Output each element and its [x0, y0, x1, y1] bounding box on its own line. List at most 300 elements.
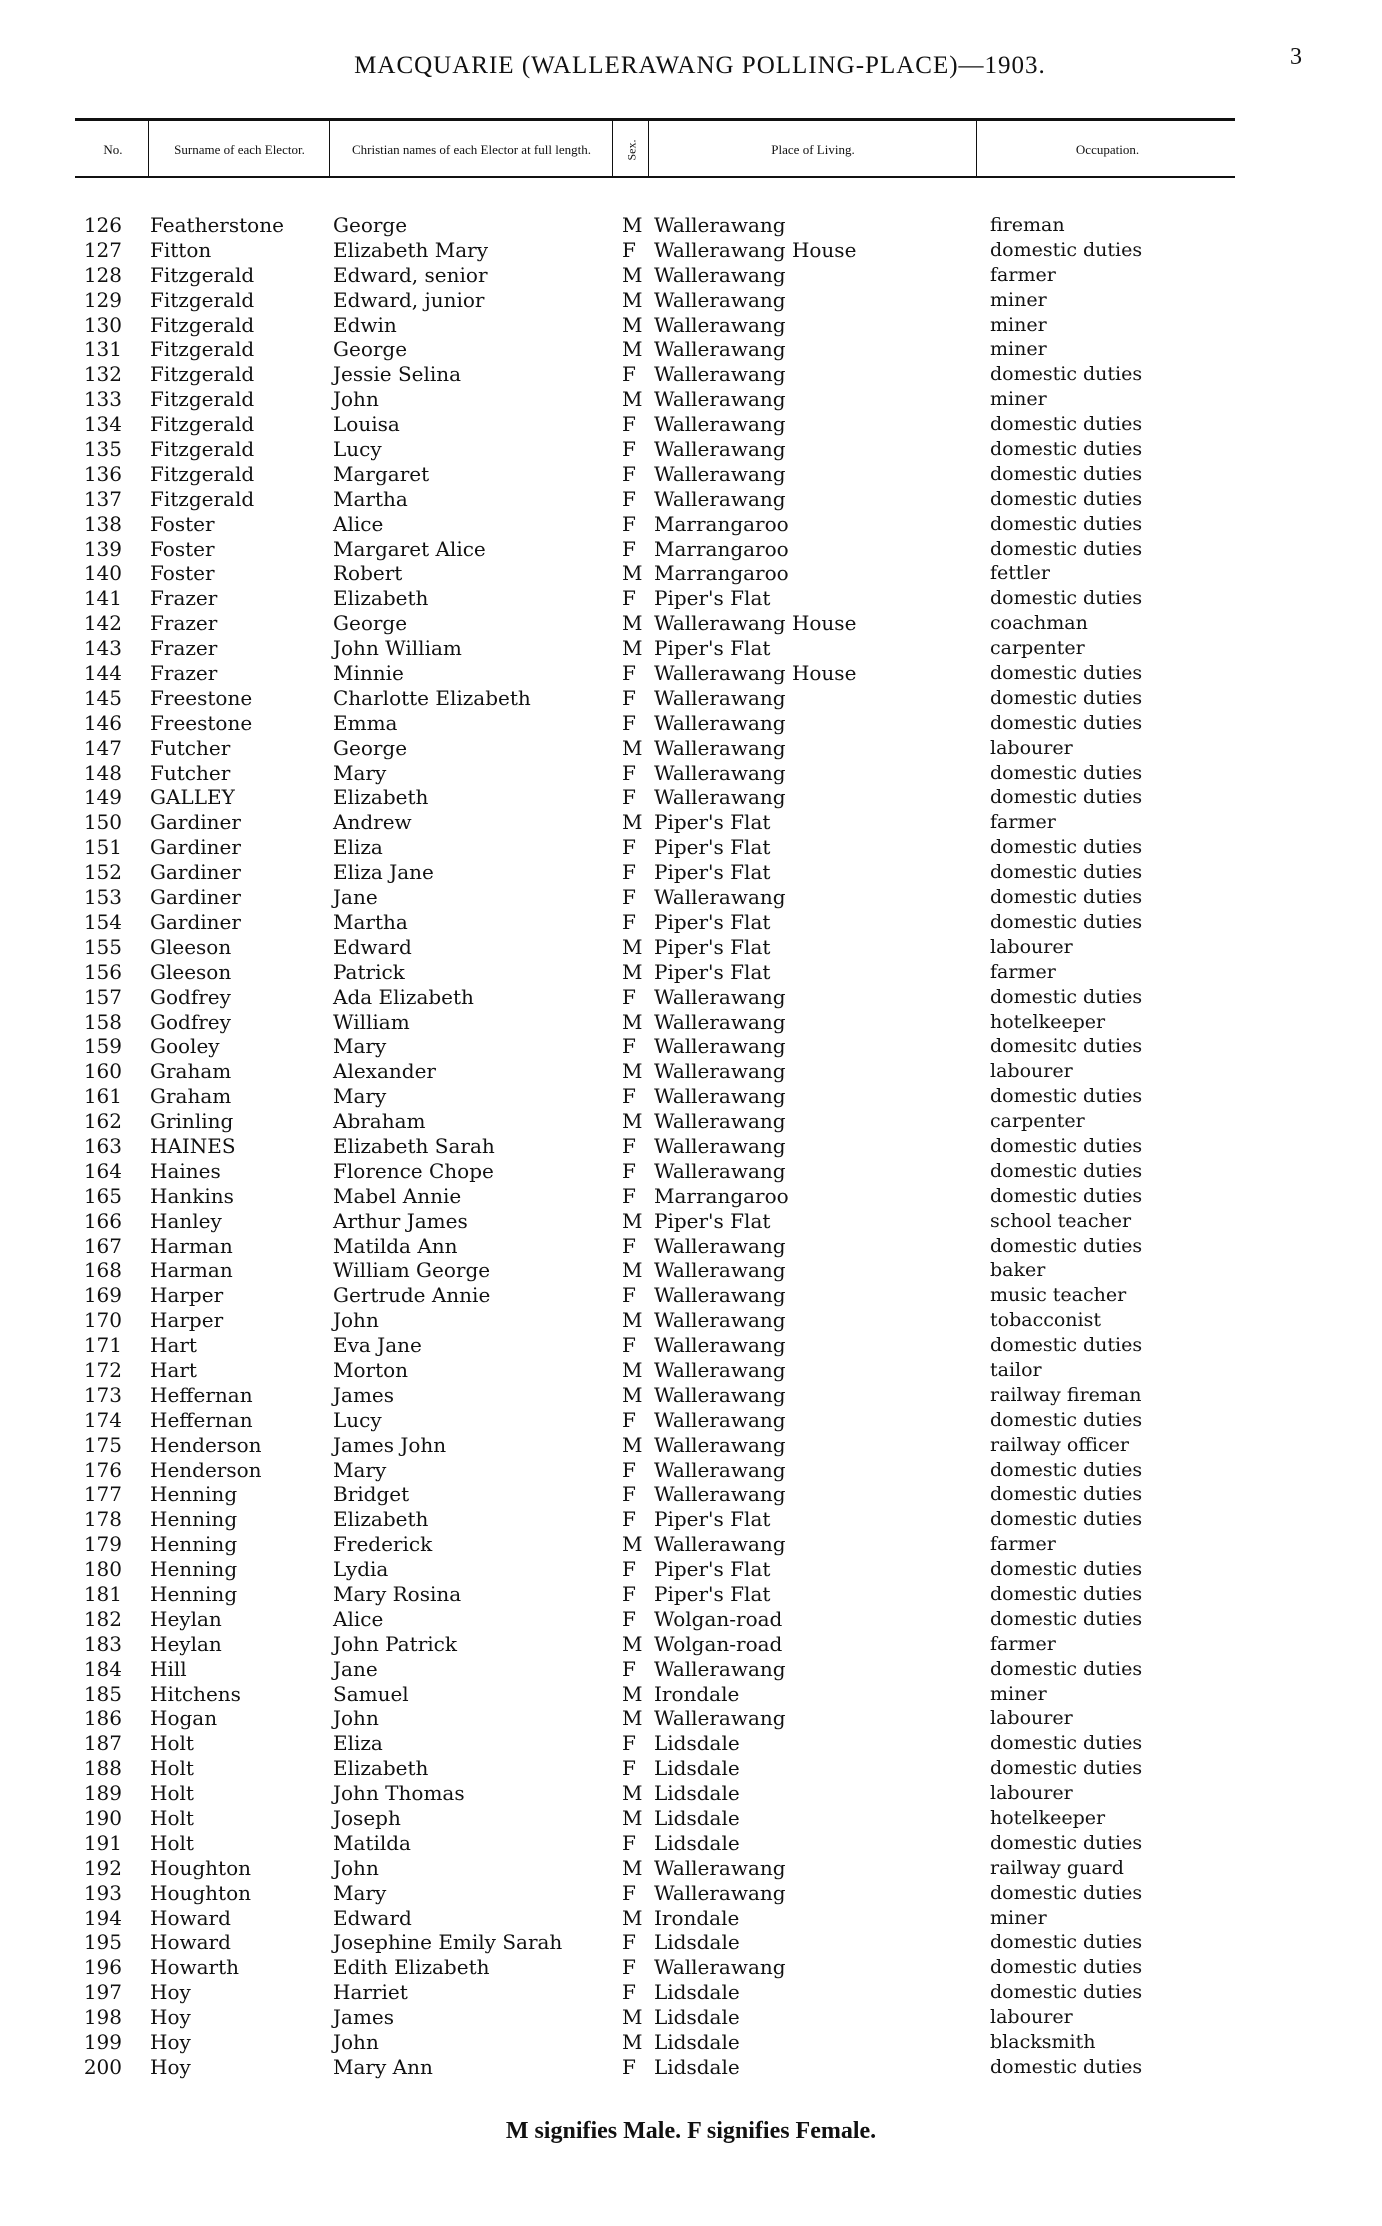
elector-surname: Foster [150, 561, 215, 586]
table-row [0, 1682, 1382, 1707]
elector-occupation: domestic duties [990, 1582, 1143, 1605]
elector-sex: F [622, 909, 636, 934]
elector-occupation: carpenter [990, 637, 1085, 660]
elector-surname: Fitzgerald [150, 287, 255, 312]
elector-place-of-living: Wallerawang [654, 1034, 786, 1059]
elector-occupation: domestic duties [990, 1831, 1143, 1854]
elector-christian-names: Elizabeth Sarah [333, 1133, 495, 1158]
elector-surname: Futcher [150, 760, 231, 785]
elector-surname: Hoy [150, 2005, 191, 2030]
elector-number: 163 [83, 1133, 122, 1158]
elector-number: 146 [83, 710, 122, 735]
elector-number: 175 [83, 1432, 122, 1457]
elector-occupation: domestic duties [990, 662, 1143, 685]
elector-number: 171 [83, 1333, 122, 1358]
elector-number: 157 [83, 984, 122, 1009]
table-row [0, 736, 1382, 761]
elector-sex: M [622, 1357, 643, 1382]
elector-sex: M [622, 735, 643, 760]
elector-occupation: domestic duties [990, 438, 1143, 461]
elector-surname: Graham [150, 1084, 232, 1109]
elector-surname: GALLEY [150, 785, 235, 810]
elector-christian-names: Minnie [333, 661, 404, 686]
elector-surname: Fitzgerald [150, 437, 255, 462]
elector-occupation: tailor [990, 1358, 1042, 1381]
elector-place-of-living: Wallerawang [654, 1133, 786, 1158]
elector-place-of-living: Wallerawang [654, 984, 786, 1009]
elector-number: 161 [83, 1084, 122, 1109]
elector-sex: F [622, 1731, 636, 1756]
elector-surname: Gooley [150, 1034, 220, 1059]
elector-occupation: railway officer [990, 1433, 1129, 1456]
elector-sex: M [622, 262, 643, 287]
elector-christian-names: John [333, 387, 379, 412]
elector-sex: F [622, 437, 636, 462]
elector-number: 169 [83, 1283, 122, 1308]
elector-sex: F [622, 486, 636, 511]
table-row [0, 1283, 1382, 1308]
elector-number: 129 [83, 287, 122, 312]
elector-surname: Heylan [150, 1606, 222, 1631]
elector-sex: M [622, 611, 643, 636]
elector-place-of-living: Piper's Flat [654, 810, 771, 835]
elector-christian-names: Bridget [333, 1482, 410, 1507]
elector-christian-names: Martha [333, 909, 408, 934]
column-divider [612, 120, 613, 178]
elector-place-of-living: Wallerawang [654, 1283, 786, 1308]
elector-sex: M [622, 287, 643, 312]
elector-sex: F [622, 362, 636, 387]
elector-place-of-living: Wallerawang [654, 312, 786, 337]
elector-sex: F [622, 1557, 636, 1582]
elector-christian-names: Lucy [333, 1407, 382, 1432]
table-row [0, 1557, 1382, 1582]
elector-occupation: domestic duties [990, 1334, 1143, 1357]
elector-surname: Featherstone [150, 213, 284, 237]
elector-occupation: miner [990, 388, 1047, 411]
table-row [0, 985, 1382, 1010]
elector-christian-names: James [333, 2005, 395, 2030]
elector-sex: F [622, 1507, 636, 1532]
table-row [0, 935, 1382, 960]
elector-sex: F [622, 461, 636, 486]
elector-place-of-living: Wallerawang [654, 1109, 786, 1134]
page-number: 3 [1290, 44, 1302, 70]
elector-surname: Gardiner [150, 885, 241, 910]
table-row [0, 1433, 1382, 1458]
elector-place-of-living: Wallerawang [654, 785, 786, 810]
elector-occupation: domestic duties [990, 1408, 1143, 1431]
table-row [0, 337, 1382, 362]
elector-surname: Henning [150, 1482, 238, 1507]
table-row [0, 263, 1382, 288]
elector-number: 166 [83, 1208, 122, 1233]
elector-sex: F [622, 1656, 636, 1681]
elector-christian-names: Alice [333, 511, 384, 536]
elector-surname: Houghton [150, 1855, 252, 1880]
elector-occupation: labourer [990, 736, 1073, 759]
elector-christian-names: Ada Elizabeth [333, 984, 474, 1009]
elector-sex: M [622, 213, 643, 237]
elector-number: 198 [83, 2005, 122, 2030]
table-row [0, 810, 1382, 835]
elector-number: 189 [83, 1781, 122, 1806]
elector-christian-names: Eva Jane [333, 1333, 422, 1358]
elector-surname: Frazer [150, 611, 218, 636]
table-row [0, 487, 1382, 512]
elector-surname: Futcher [150, 735, 231, 760]
table-row [0, 1333, 1382, 1358]
elector-sex: M [622, 561, 643, 586]
table-row [0, 1930, 1382, 1955]
table-row [0, 1657, 1382, 1682]
elector-christian-names: Eliza [333, 835, 383, 860]
elector-place-of-living: Wolgan-road [654, 1631, 783, 1656]
elector-christian-names: Florence Chope [333, 1158, 494, 1183]
elector-sex: M [622, 1681, 643, 1706]
elector-sex: M [622, 387, 643, 412]
elector-number: 170 [83, 1308, 122, 1333]
elector-occupation: hotelkeeper [990, 1807, 1106, 1829]
elector-occupation: domestic duties [990, 1931, 1143, 1954]
elector-christian-names: Eliza Jane [333, 860, 434, 885]
elector-place-of-living: Piper's Flat [654, 1581, 771, 1606]
elector-occupation: labourer [990, 2006, 1073, 2029]
elector-number: 135 [83, 437, 122, 462]
elector-sex: M [622, 1059, 643, 1084]
elector-christian-names: Jessie Selina [333, 362, 462, 387]
table-row [0, 412, 1382, 437]
elector-place-of-living: Piper's Flat [654, 1557, 771, 1582]
table-row [0, 387, 1382, 412]
elector-surname: Henning [150, 1557, 238, 1582]
table-row [0, 1209, 1382, 1234]
elector-christian-names: Morton [333, 1357, 409, 1382]
elector-surname: Gardiner [150, 860, 241, 885]
elector-place-of-living: Wallerawang [654, 885, 786, 910]
elector-place-of-living: Wallerawang [654, 1432, 786, 1457]
elector-place-of-living: Marrangaroo [654, 1183, 789, 1208]
table-row [0, 1482, 1382, 1507]
elector-christian-names: Margaret Alice [333, 536, 486, 561]
elector-christian-names: Edward [333, 934, 412, 959]
elector-occupation: domestic duties [990, 761, 1143, 784]
table-row [0, 1084, 1382, 1109]
table-row [0, 1034, 1382, 1059]
table-row [0, 1806, 1382, 1831]
elector-place-of-living: Marrangaroo [654, 536, 789, 561]
elector-christian-names: George [333, 213, 408, 237]
elector-sex: F [622, 536, 636, 561]
elector-occupation: farmer [990, 1632, 1056, 1655]
elector-number: 134 [83, 412, 122, 437]
elector-sex: F [622, 1482, 636, 1507]
elector-number: 184 [83, 1656, 122, 1681]
column-header-sex-cell [614, 126, 648, 174]
elector-sex: M [622, 1706, 643, 1731]
elector-sex: F [622, 760, 636, 785]
elector-number: 150 [83, 810, 122, 835]
elector-christian-names: Jane [333, 1656, 378, 1681]
elector-christian-names: Edward [333, 1905, 412, 1930]
elector-sex: F [622, 412, 636, 437]
elector-number: 179 [83, 1532, 122, 1557]
table-row [0, 1781, 1382, 1806]
elector-place-of-living: Piper's Flat [654, 860, 771, 885]
elector-surname: Freestone [150, 710, 253, 735]
table-row [0, 1731, 1382, 1756]
elector-occupation: domestic duties [990, 462, 1143, 485]
elector-christian-names: Emma [333, 710, 398, 735]
elector-christian-names: John [333, 2030, 379, 2055]
elector-christian-names: Edward, junior [333, 287, 485, 312]
elector-place-of-living: Wallerawang [654, 1059, 786, 1084]
elector-christian-names: Patrick [333, 959, 405, 984]
elector-christian-names: John [333, 1308, 379, 1333]
elector-christian-names: Elizabeth Mary [333, 237, 489, 262]
elector-place-of-living: Piper's Flat [654, 636, 771, 661]
elector-place-of-living: Wallerawang [654, 1407, 786, 1432]
table-row [0, 761, 1382, 786]
elector-number: 136 [83, 461, 122, 486]
elector-christian-names: Edith Elizabeth [333, 1955, 490, 1980]
page-title: MACQUARIE (WALLERAWANG POLLING-PLACE)—1903. [354, 52, 1046, 79]
elector-surname: Fitzgerald [150, 312, 255, 337]
elector-christian-names: Mabel Annie [333, 1183, 462, 1208]
elector-place-of-living: Wolgan-road [654, 1606, 783, 1631]
elector-surname: Gardiner [150, 835, 241, 860]
elector-christian-names: Mary [333, 1880, 387, 1905]
elector-surname: Howarth [150, 1955, 240, 1980]
elector-occupation: domestic duties [990, 786, 1143, 809]
elector-sex: F [622, 1880, 636, 1905]
elector-surname: Henderson [150, 1457, 262, 1482]
elector-number: 192 [83, 1855, 122, 1880]
elector-number: 182 [83, 1606, 122, 1631]
elector-christian-names: William [333, 1009, 410, 1034]
elector-number: 164 [83, 1158, 122, 1183]
table-row [0, 2005, 1382, 2030]
elector-sex: F [622, 860, 636, 885]
elector-surname: Foster [150, 536, 215, 561]
elector-occupation: hotelkeeper [990, 1010, 1106, 1033]
table-row [0, 1756, 1382, 1781]
elector-sex: M [622, 1806, 643, 1830]
elector-christian-names: Margaret [333, 461, 430, 486]
elector-sex: F [622, 237, 636, 262]
elector-sex: F [622, 1084, 636, 1109]
column-header-place: Place of Living. [771, 142, 855, 157]
elector-place-of-living: Lidsdale [654, 1830, 740, 1855]
elector-occupation: railway guard [990, 1856, 1124, 1879]
elector-sex: M [622, 1855, 643, 1880]
elector-occupation: domestic duties [990, 1981, 1143, 2004]
table-row [0, 362, 1382, 387]
elector-surname: Frazer [150, 661, 218, 686]
elector-occupation: domestic duties [990, 487, 1143, 510]
elector-occupation: domestic duties [990, 1085, 1143, 1108]
elector-surname: Holt [150, 1781, 194, 1806]
elector-occupation: miner [990, 1682, 1047, 1705]
elector-sex: F [622, 1158, 636, 1183]
elector-christian-names: Mary [333, 760, 387, 785]
elector-surname: Heffernan [150, 1407, 253, 1432]
elector-surname: Fitzgerald [150, 486, 255, 511]
table-row [0, 1955, 1382, 1980]
elector-surname: Hart [150, 1357, 197, 1382]
elector-place-of-living: Wallerawang [654, 1880, 786, 1905]
column-header-no: No. [103, 142, 123, 157]
elector-place-of-living: Wallerawang [654, 461, 786, 486]
elector-number: 187 [83, 1731, 122, 1756]
elector-christian-names: Edward, senior [333, 262, 488, 287]
elector-occupation: music teacher [990, 1284, 1127, 1307]
elector-occupation: domestic duties [990, 910, 1143, 933]
elector-place-of-living: Irondale [654, 1681, 740, 1706]
elector-christian-names: George [333, 337, 408, 362]
elector-christian-names: Arthur James [333, 1208, 468, 1233]
elector-surname: Frazer [150, 586, 218, 611]
elector-christian-names: Abraham [333, 1109, 426, 1134]
elector-occupation: domestic duties [990, 1732, 1143, 1755]
table-row [0, 1458, 1382, 1483]
elector-sex: F [622, 835, 636, 860]
elector-place-of-living: Wallerawang [654, 1532, 786, 1557]
elector-sex: M [622, 959, 643, 984]
table-row [0, 561, 1382, 586]
elector-number: 155 [83, 934, 122, 959]
elector-christian-names: Gertrude Annie [333, 1283, 491, 1308]
elector-number: 142 [83, 611, 122, 636]
top-rule [75, 118, 1235, 121]
elector-sex: F [622, 1930, 636, 1955]
elector-sex: F [622, 1183, 636, 1208]
elector-surname: Howard [150, 1905, 231, 1930]
elector-place-of-living: Piper's Flat [654, 909, 771, 934]
elector-place-of-living: Lidsdale [654, 1781, 740, 1806]
elector-sex: F [622, 1034, 636, 1059]
table-row [0, 1856, 1382, 1881]
elector-christian-names: John [333, 1855, 379, 1880]
elector-place-of-living: Wallerawang [654, 1308, 786, 1333]
elector-number: 158 [83, 1009, 122, 1034]
elector-place-of-living: Wallerawang [654, 337, 786, 362]
elector-place-of-living: Marrangaroo [654, 561, 789, 586]
elector-christian-names: Lydia [333, 1557, 389, 1582]
elector-surname: Henning [150, 1581, 238, 1606]
elector-occupation: domestic duties [990, 2055, 1143, 2078]
elector-number: 162 [83, 1109, 122, 1134]
elector-christian-names: John Patrick [333, 1631, 457, 1656]
elector-place-of-living: Wallerawang [654, 1382, 786, 1407]
table-row [0, 437, 1382, 462]
elector-place-of-living: Wallerawang [654, 412, 786, 437]
elector-number: 139 [83, 536, 122, 561]
elector-surname: Fitzgerald [150, 362, 255, 387]
table-row [0, 1109, 1382, 1134]
elector-sex: M [622, 1308, 643, 1333]
column-header-surname: Surname of each Elector. [174, 142, 305, 157]
elector-place-of-living: Irondale [654, 1905, 740, 1930]
elector-christian-names: Frederick [333, 1532, 433, 1557]
elector-place-of-living: Wallerawang [654, 1158, 786, 1183]
elector-occupation: fettler [990, 562, 1050, 585]
elector-place-of-living: Lidsdale [654, 1756, 740, 1781]
elector-occupation: coachman [990, 612, 1088, 635]
elector-surname: Harman [150, 1258, 233, 1283]
elector-occupation: tobacconist [990, 1309, 1101, 1332]
elector-sex: M [622, 636, 643, 661]
table-row [0, 2030, 1382, 2055]
elector-sex: F [622, 1283, 636, 1308]
elector-number: 180 [83, 1557, 122, 1582]
elector-occupation: domestic duties [990, 861, 1143, 884]
elector-occupation: railway fireman [990, 1383, 1142, 1406]
elector-number: 127 [83, 237, 122, 262]
table-row [0, 1059, 1382, 1084]
table-row [0, 1234, 1382, 1259]
sex-legend: M signifies Male. F signifies Female. [505, 2118, 877, 2144]
elector-sex: M [622, 2030, 643, 2055]
elector-place-of-living: Lidsdale [654, 1980, 740, 2005]
elector-number: 193 [83, 1880, 122, 1905]
elector-number: 172 [83, 1357, 122, 1382]
elector-surname: Graham [150, 1059, 232, 1084]
elector-list [0, 213, 1382, 2080]
elector-occupation: domestic duties [990, 1607, 1143, 1630]
elector-sex: M [622, 1432, 643, 1457]
elector-number: 181 [83, 1581, 122, 1606]
elector-place-of-living: Wallerawang [654, 213, 786, 237]
elector-occupation: domestic duties [990, 836, 1143, 859]
elector-occupation: domestic duties [990, 1558, 1143, 1581]
elector-surname: Fitzgerald [150, 412, 255, 437]
elector-surname: Grinling [150, 1109, 234, 1134]
elector-number: 131 [83, 337, 122, 362]
elector-surname: Frazer [150, 636, 218, 661]
table-row [0, 636, 1382, 661]
elector-number: 128 [83, 262, 122, 287]
elector-christian-names: James John [333, 1432, 447, 1457]
elector-occupation: miner [990, 338, 1047, 361]
table-row [0, 1134, 1382, 1159]
elector-surname: Hitchens [150, 1681, 241, 1706]
elector-place-of-living: Piper's Flat [654, 1507, 771, 1532]
elector-place-of-living: Piper's Flat [654, 835, 771, 860]
table-row [0, 1706, 1382, 1731]
elector-sex: M [622, 337, 643, 362]
elector-number: 200 [83, 2054, 122, 2079]
elector-sex: F [622, 1606, 636, 1631]
elector-sex: F [622, 984, 636, 1009]
elector-number: 154 [83, 909, 122, 934]
elector-christian-names: John Thomas [333, 1781, 465, 1806]
table-row [0, 1159, 1382, 1184]
elector-number: 126 [83, 213, 122, 237]
elector-number: 177 [83, 1482, 122, 1507]
elector-christian-names: Elizabeth [333, 1507, 429, 1532]
elector-occupation: domestic duties [990, 363, 1143, 386]
table-row [0, 1308, 1382, 1333]
elector-sex: M [622, 810, 643, 835]
elector-place-of-living: Wallerawang [654, 1482, 786, 1507]
elector-sex: F [622, 685, 636, 710]
elector-christian-names: Elizabeth [333, 785, 429, 810]
elector-christian-names: Matilda [333, 1830, 411, 1855]
elector-place-of-living: Wallerawang [654, 1855, 786, 1880]
elector-number: 160 [83, 1059, 122, 1084]
elector-place-of-living: Wallerawang [654, 1656, 786, 1681]
